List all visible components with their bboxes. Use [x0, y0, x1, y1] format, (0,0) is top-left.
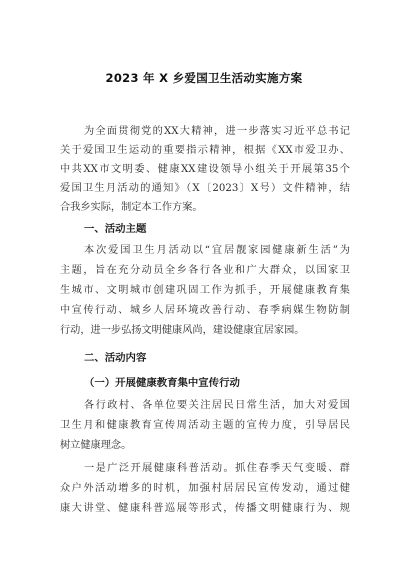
intro-line: 关于爱国卫生运动的重要指示精神，根据《XX市爱卫办、	[60, 145, 350, 156]
section1-line: 行动，进一步弘扬文明健康风尚，建设健康宜居家园。	[60, 325, 305, 336]
section1-line: 本次爱国卫生月活动以“宜居靓家园健康新生活”为	[84, 245, 350, 256]
subsection1-line: 各行政村、各单位要关注居民日常生活，加大对爱国	[84, 400, 350, 411]
section1-line: 主题，旨在充分动员全乡各行各业和广大群众，以国家卫	[60, 265, 350, 276]
paragraph-line: 众户外活动增多的时机，加强村居居民宣传发动，通过健	[60, 483, 350, 494]
section-heading-content: 二、活动内容	[84, 352, 147, 364]
subsection-heading: （一）开展健康教育集中宣传行动	[84, 377, 240, 389]
paragraph-line: 康大讲堂、健康科普巡展等形式，传播文明健康行为、规	[60, 503, 350, 514]
intro-line: 合我乡实际，制定本工作方案。	[60, 202, 203, 213]
subsection1-line: 卫生月和健康教育宣传周活动主题的宣传力度，引导居民	[60, 420, 350, 431]
section1-line: 中宣传行动、城乡人居环境改善行动、春季病媒生物防制	[60, 305, 350, 316]
intro-line: 为全面贯彻党的XX大精神，进一步落实习近平总书记	[84, 126, 350, 137]
intro-line: 中共XX市文明委、健康XX建设领导小组关于开展第35个	[60, 164, 350, 175]
intro-line: 爱国卫生月活动的通知》（X〔2023〕X号）文件精神，结	[60, 183, 350, 194]
paragraph-line: 一是广泛开展健康科普活动。抓住春季天气变暖、群	[84, 463, 350, 474]
subsection1-line: 树立健康理念。	[60, 440, 132, 451]
document-title: 2023 年 X 乡爱国卫生活动实施方案	[105, 71, 303, 85]
section1-line: 生城市、文明城市创建巩固工作为抓手，开展健康教育集	[60, 285, 350, 296]
section-heading-theme: 一、活动主题	[84, 223, 147, 235]
